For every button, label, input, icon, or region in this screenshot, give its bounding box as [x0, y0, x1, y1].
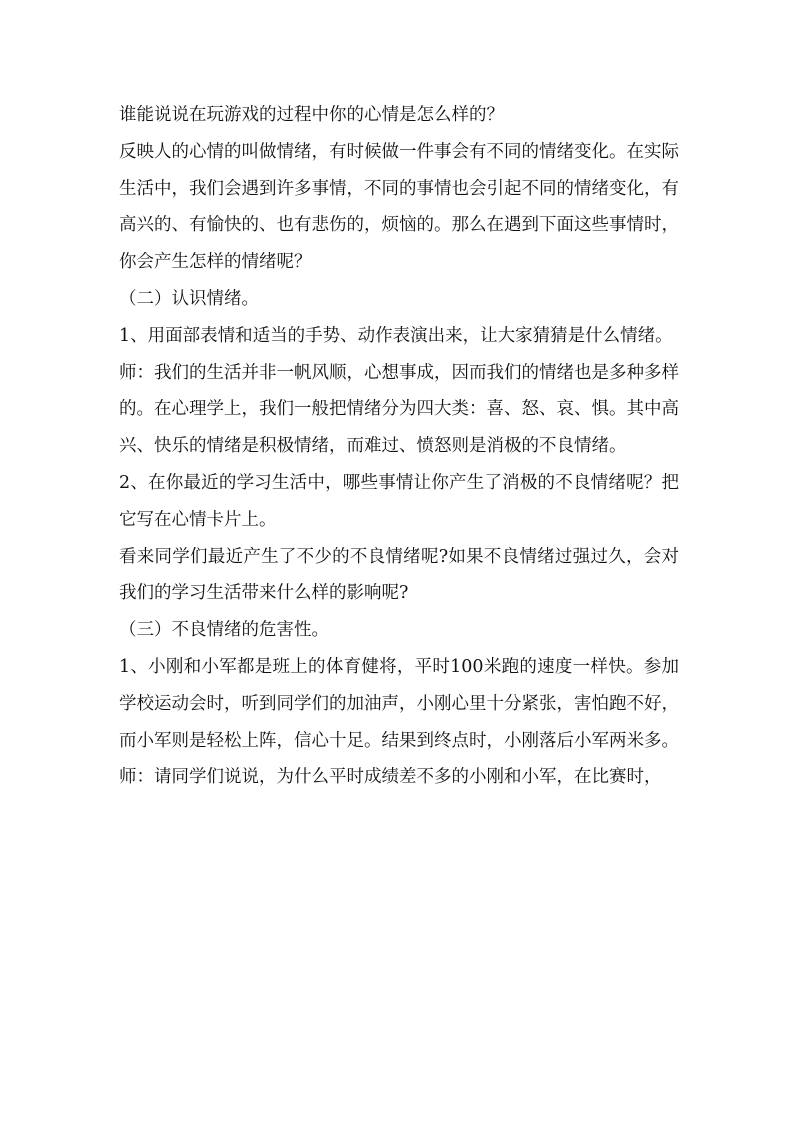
paragraph-teacher-four-emotions: 师：我们的生活并非一帆风顺，心想事成，因而我们的情绪也是多种多样的。在心理学上，我们一般把情绪分为四大类：喜、怒、哀、惧。其中高兴、快乐的情绪是积极情绪，而难过、愤怒则是消极的不良情绪。: [119, 362, 679, 457]
paragraph-story-xiaogang-xiaojun: 1、小刚和小军都是班上的体育健将，平时100米跑的速度一样快。参加学校运动会时，听到同学们的加油声，小刚心里十分紧张，害怕跑不好，而小军则是轻松上阵，信心十足。结果到终点时，小刚落后小军两米多。: [119, 656, 679, 751]
paragraph-negative-emotion-impact: 看来同学们最近产生了不少的不良情绪呢?如果不良情绪过强过久，会对我们的学习生活带来什么样的影响呢?: [119, 546, 679, 604]
section-heading-harm-of-negative-emotions: （三）不良情绪的危害性。: [119, 620, 329, 641]
paragraph-emotion-definition: 反映人的心情的叫做情绪，有时候做一件事会有不同的情绪变化。在实际生活中，我们会遇到许多事情，不同的事情也会引起不同的情绪变化，有高兴的、有愉快的、也有悲伤的，烦恼的。那么在遇到下面这些事情时，你会产生怎样的情绪呢？: [119, 141, 679, 273]
section-heading-recognize-emotions: （二）认识情绪。: [119, 288, 259, 309]
paragraph-activity-1-act-out: 1、用面部表情和适当的手势、动作表演出来，让大家猜猜是什么情绪。: [119, 325, 673, 346]
document-body: [119, 97, 679, 796]
paragraph-question-game-mood: 谁能说说在玩游戏的过程中你的心情是怎么样的？: [119, 105, 504, 125]
paragraph-activity-2-mood-card: 2、在你最近的学习生活中，哪些事情让你产生了消极的不良情绪呢？把它写在心情卡片上。: [119, 472, 679, 530]
paragraph-teacher-question: 师：请同学们说说，为什么平时成绩差不多的小刚和小军，在比赛时，: [119, 767, 662, 788]
